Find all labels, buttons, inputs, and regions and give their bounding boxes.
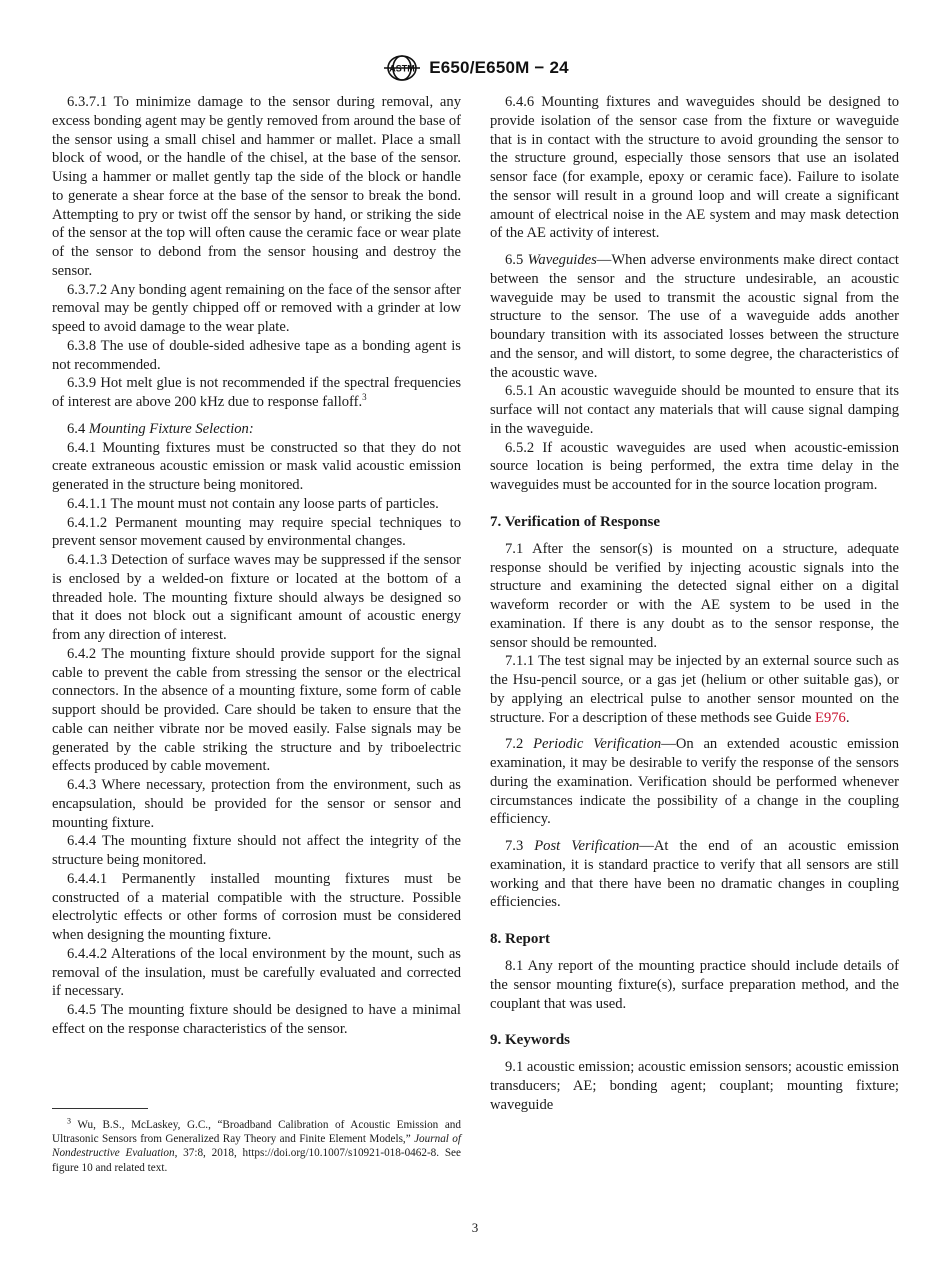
paragraph-6-5: 6.5 Waveguides—When adverse environments make direct contact between the sensor and the structure undesirable, an acoustic waveguide may be used to transmit the acoustic signal from the structure to the sensor. The use of a waveguide adds another boundary transition with its associated losses between the structure and the sensor, and will distort, to some degree, the characteristics of the acoustic wave. bbox=[490, 252, 899, 381]
paragraph-6-3-7-2: 6.3.7.2 Any bonding agent remaining on the face of the sensor after removal may be gently chipped off or removed with a grinder at low speed to avoid damage to the wear plate. bbox=[52, 281, 461, 335]
paragraph-6-4-1-1: 6.4.1.1 The mount must not contain any loose parts of particles. bbox=[67, 495, 439, 512]
guide-e976-link[interactable]: E976 bbox=[815, 709, 846, 726]
paragraph-6-4-4: 6.4.4 The mounting fixture should not affect the integrity of the structure being monitored. bbox=[52, 833, 461, 868]
footnote-reference[interactable]: 3 bbox=[362, 392, 367, 403]
paragraph-6-4-2: 6.4.2 The mounting fixture should provide support for the signal cable to prevent the cable from stressing the sensor or the electrical connectors. In the absence of a mounting fixture, some form of cable support should be provided. Care should be taken to ensure that the cable can neither vibrate nor be moved easily. False signals may be generated by the cable striking the structure and by triboelectric effects produced by cable movement. bbox=[52, 645, 461, 775]
page-header bbox=[0, 50, 950, 86]
paragraph-6-3-8: 6.3.8 The use of double-sided adhesive tape as a bonding agent is not recommended. bbox=[52, 337, 461, 373]
paragraph-6-5-1: 6.5.1 An acoustic waveguide should be mounted to ensure that its surface will not contact any materials that will cause signal damping in the waveguide. bbox=[490, 383, 899, 437]
paragraph-6-4-1: 6.4.1 Mounting fixtures must be constructed so that they do not create extraneous acoustic emission or mask valid acoustic emission generated in the structure being monitored. bbox=[52, 439, 461, 493]
paragraph-6-4-6: 6.4.6 Mounting fixtures and waveguides should be designed to provide isolation of the sensor case from the fixture or waveguide that is in contact with the structure to avoid grounding the sensor to the structure ground, especially those sensors that use an isolated sensor face (for example, epoxy or ceramic face). Failure to isolate the sensor will result in a ground loop and will create a significant amount of electrical noise in the AE system and may mask detection of the AE activity of interest. bbox=[490, 94, 899, 242]
paragraph-6-4-5: 6.4.5 The mounting fixture should be designed to have a minimal effect on the response characteristics of the sensor. bbox=[52, 1002, 461, 1037]
paragraph-9-1: 9.1 acoustic emission; acoustic emission sensors; acoustic emission transducers; AE; bonding agent; couplant; mounting fixture; waveguide bbox=[490, 1059, 899, 1113]
svg-text:ASTM: ASTM bbox=[389, 63, 415, 74]
footnote-3: $^3$ Wu, B.S., McLaskey, G.C., “Broadband Calibration of Acoustic Emission and Ultrasonic Sensors from Generalized Ray Theory and Finite Element Models,” Journal of Nondestructive Evaluation, 37:8, 2018, https://doi.org/10.1007/s10921-018-0462-8. See figure 10 and related text. bbox=[52, 1116, 461, 1174]
paragraph-7-1: 7.1 After the sensor(s) is mounted on a structure, adequate response should be verified by injecting acoustic signals into the structure and examining the detected signal either on a digital waveform recorder or with the AE system to be used in the examination. If there is any doubt as to the sensor response, the sensor should be remounted. bbox=[490, 540, 899, 651]
paragraph-6-5-2: 6.5.2 If acoustic waveguides are used when acoustic-emission source location is being performed, the extra time delay in the waveguides must be accounted for in the source location program. bbox=[490, 439, 899, 493]
astm-logo-icon bbox=[381, 52, 423, 84]
paragraph-6-4-1-3: 6.4.1.3 Detection of surface waves may be suppressed if the sensor is enclosed by a welded-on fixture or located at the bottom of a threaded hole. The mounting fixture should always be designed so that it does not block out a significant amount of acoustic energy from any direction of interest. bbox=[52, 552, 461, 643]
paragraph-6-4-4-2: 6.4.4.2 Alterations of the local environment by the mount, such as removal of the insulation, must be carefully evaluated and corrected if necessary. bbox=[52, 945, 461, 1000]
left-column bbox=[52, 93, 461, 1039]
paragraph-7-3: 7.3 Post Verification—At the end of an acoustic emission examination, it is standard practice to verify that all sensors are still working and that there have been no dramatic changes in coupling efficiencies. bbox=[490, 838, 899, 911]
page-number: 3 bbox=[471, 1220, 479, 1235]
paragraph-6-4-4-1: 6.4.4.1 Permanently installed mounting fixtures must be constructed of a material compatible with the structure. Possible electrolytic effects or other forms of corrosion must be considered when designing the mounting fixture. bbox=[52, 870, 461, 943]
section-6-4-heading: 6.4 Mounting Fixture Selection: bbox=[67, 420, 254, 437]
section-9-heading: 9. Keywords bbox=[490, 1032, 570, 1049]
footnote-divider bbox=[52, 1108, 148, 1109]
paragraph-7-2: 7.2 Periodic Verification—On an extended acoustic emission examination, it may be desirable to verify the response of the sensors during the examination. Verification should be performed whenever circumstances indicate the possibility of a change in the coupling efficiency. bbox=[490, 736, 899, 828]
paragraph-7-1-1: 7.1.1 The test signal may be injected by an external source such as the Hsu-pencil source, or a gas jet (helium or other suitable gas), or by applying an electrical pulse to another sensor mounted on the structure. For a description of these methods see Guide E976. bbox=[490, 653, 899, 726]
section-8-heading: 8. Report bbox=[490, 931, 550, 947]
paragraph-6-4-3: 6.4.3 Where necessary, protection from the environment, such as encapsulation, should be provided for the sensor or sensor and mounting fixture. bbox=[52, 777, 461, 831]
paragraph-6-4-1-2: 6.4.1.2 Permanent mounting may require special techniques to prevent sensor movement caused by environmental changes. bbox=[52, 514, 461, 550]
right-column bbox=[490, 93, 899, 1115]
footnote bbox=[52, 1118, 461, 1175]
section-7-heading: 7. Verification of Response bbox=[490, 513, 660, 530]
paragraph-8-1: 8.1 Any report of the mounting practice should include details of the sensor mounting fixture(s), surface preparation method, and the couplant that was used. bbox=[490, 958, 899, 1012]
paragraph-6-3-7-1: 6.3.7.1 To minimize damage to the sensor during removal, any excess bonding agent may be gently removed from around the base of the sensor using a small chisel and hammer or mallet. Place a small block of wood, or the handle of the chisel, at the base of the sensor. Using a hammer or mallet gently tap the side of the block or handle to generate a shear force at the base of the sensor to break the bond. Attempting to pry or twist off the sensor by hand, or striking the side of the sensor at the top will often cause the ceramic face or wear plate of the sensor to debond from the sensor housing and destroy the sensor. bbox=[52, 94, 461, 279]
standard-designation: E650/E650M − 24 bbox=[429, 58, 569, 77]
paragraph-6-3-9: 6.3.9 Hot melt glue is not recommended if the spectral frequencies of interest are above 200 kHz due to response falloff.$^3$ bbox=[52, 375, 461, 410]
